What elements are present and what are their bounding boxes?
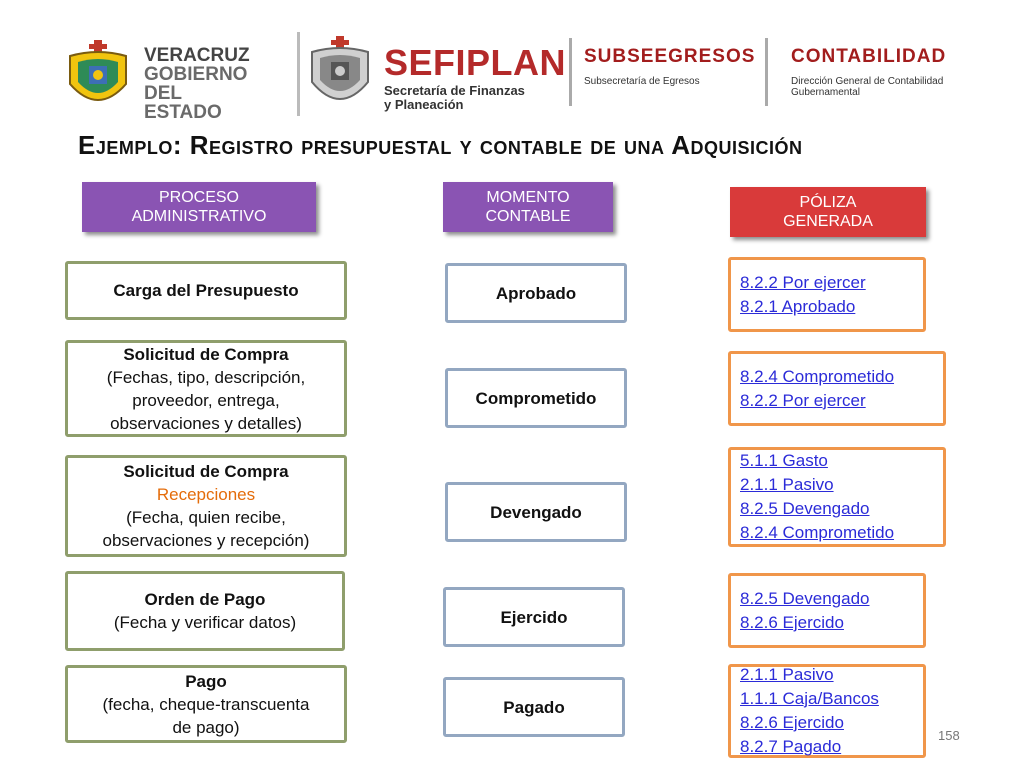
proceso-box-recepciones: [65, 455, 347, 557]
proceso-detail: (Fecha, quien recibe,: [126, 508, 286, 527]
poliza-link[interactable]: 8.2.6 Ejercido: [740, 612, 844, 632]
proceso-detail: proveedor, entrega,: [132, 390, 280, 410]
poliza-header-line1: PÓLIZA: [799, 194, 857, 211]
poliza-link[interactable]: 1.1.1 Caja/Bancos: [740, 689, 879, 708]
poliza-link[interactable]: 8.2.2 Por ejercer: [740, 390, 866, 410]
momento-box-aprobado: [445, 263, 627, 323]
poliza-link[interactable]: 8.2.6 Ejercido: [740, 713, 844, 732]
sefiplan-sub2: y Planeación: [384, 97, 464, 112]
sefiplan-name: SEFIPLAN: [384, 42, 567, 83]
proceso-title: Pago: [185, 671, 227, 691]
poliza-link[interactable]: 8.2.4 Comprometido: [740, 366, 895, 386]
proceso-highlight: Recepciones: [156, 485, 256, 504]
momento-label: Aprobado: [495, 283, 577, 303]
momento-label: Pagado: [503, 697, 565, 717]
poliza-link[interactable]: 5.1.1 Gasto: [740, 451, 828, 470]
proceso-detail: (fecha, cheque-transcuenta: [102, 694, 310, 714]
subseegresos-title: SUBSEEGRESOS: [584, 46, 756, 67]
sefiplan-logo: [297, 32, 567, 116]
subseegresos-subtitle: Subsecretaría de Egresos: [584, 76, 700, 87]
momento-label: Devengado: [490, 502, 582, 522]
proceso-header: [82, 182, 316, 232]
proceso-box-orden: [65, 571, 345, 651]
poliza-link[interactable]: 2.1.1 Pasivo: [740, 475, 834, 494]
poliza-link[interactable]: 8.2.4 Comprometido: [740, 523, 895, 542]
proceso-title: Solicitud de Compra: [123, 344, 289, 364]
momento-box-devengado: [445, 482, 627, 542]
veracruz-logo: [62, 38, 252, 123]
proceso-detail: observaciones y recepción): [102, 531, 310, 550]
page-number: 158: [938, 728, 960, 743]
poliza-header-line2: GENERADA: [783, 213, 873, 230]
proceso-detail: de pago): [172, 717, 240, 737]
proceso-title: Solicitud de Compra: [123, 462, 289, 481]
proceso-box-pago: [65, 665, 347, 743]
proceso-detail: observaciones y detalles): [110, 413, 302, 433]
contabilidad-unit: [791, 46, 946, 98]
momento-box-ejercido: [443, 587, 625, 647]
proceso-box-solicitud: [65, 340, 347, 437]
poliza-link[interactable]: 8.2.5 Devengado: [740, 499, 870, 518]
proceso-title: Carga del Presupuesto: [113, 281, 299, 300]
momento-header-line1: MOMENTO: [486, 189, 570, 206]
proceso-detail: (Fechas, tipo, descripción,: [106, 367, 306, 387]
poliza-box-2: [728, 351, 946, 426]
poliza-box-4: [728, 573, 926, 648]
header-divider: [765, 38, 768, 106]
momento-label: Comprometido: [475, 388, 597, 408]
momento-header: [443, 182, 613, 232]
sefiplan-sub1: Secretaría de Finanzas: [384, 83, 525, 98]
veracruz-line1: VERACRUZ: [144, 45, 250, 66]
momento-header-line2: CONTABLE: [485, 208, 571, 225]
poliza-link[interactable]: 8.2.2 Por ejercer: [740, 272, 866, 292]
header-divider: [569, 38, 572, 106]
proceso-header-line2: ADMINISTRATIVO: [131, 208, 267, 225]
proceso-detail: (Fecha y verificar datos): [113, 613, 297, 632]
poliza-box-3: [728, 447, 946, 547]
sefiplan-shield-icon: [306, 36, 374, 112]
poliza-box-1: [728, 257, 926, 332]
proceso-title: Orden de Pago: [144, 590, 266, 609]
veracruz-shield-icon: [62, 40, 134, 112]
veracruz-line2: GOBIERNO: [144, 64, 248, 85]
poliza-header: [730, 187, 926, 237]
slide-title: Ejemplo: Registro presupuestal y contable de una Adquisición: [78, 130, 803, 160]
poliza-box-5: [728, 664, 926, 758]
contabilidad-subtitle-line1: Dirección General de Contabilidad: [791, 76, 944, 87]
poliza-link[interactable]: 2.1.1 Pasivo: [740, 665, 834, 684]
contabilidad-subtitle: [791, 76, 946, 98]
momento-box-comprometido: [445, 368, 627, 428]
poliza-link[interactable]: 8.2.1 Aprobado: [740, 296, 856, 316]
poliza-link[interactable]: 8.2.7 Pagado: [740, 737, 842, 756]
contabilidad-subtitle-line2: Gubernamental: [791, 87, 860, 98]
momento-box-pagado: [443, 677, 625, 737]
veracruz-line3: DEL ESTADO: [144, 83, 222, 123]
proceso-box-carga: [65, 261, 347, 320]
subseegresos-unit: [584, 46, 755, 87]
poliza-link[interactable]: 8.2.5 Devengado: [740, 588, 870, 608]
momento-label: Ejercido: [500, 607, 568, 627]
proceso-header-line1: PROCESO: [158, 189, 239, 206]
contabilidad-title: CONTABILIDAD: [791, 46, 947, 67]
